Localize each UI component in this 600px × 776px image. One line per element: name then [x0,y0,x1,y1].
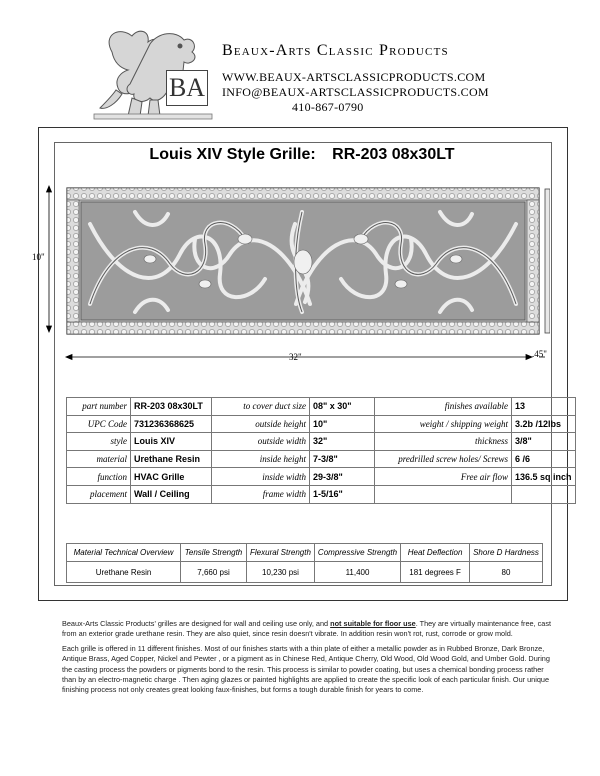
tech-value: 7,660 psi [181,562,247,583]
contact-block [222,70,522,115]
tech-header: Compressive Strength [314,544,400,562]
spec-row [67,450,576,468]
page-title [54,146,550,164]
spec-value: 08" x 30" [310,398,375,416]
width-label: 32" [289,352,302,362]
spec-value: Louis XIV [131,433,212,451]
tech-header: Flexural Strength [247,544,315,562]
spec-label: style [67,433,131,451]
spec-label: frame width [212,485,310,503]
website-link[interactable]: WWW.BEAUX-ARTSCLASSICPRODUCTS.COM [222,70,486,84]
spec-value: 3.2b /12lbs [512,415,576,433]
tech-value: 11,400 [314,562,400,583]
tech-header: Heat Deflection [401,544,470,562]
spec-table [66,397,576,504]
spec-value: RR-203 08x30LT [131,398,212,416]
description-text [62,619,552,700]
tech-header: Tensile Strength [181,544,247,562]
spec-row [67,415,576,433]
spec-label: inside height [212,450,310,468]
height-label: 10" [32,252,45,262]
spec-label: placement [67,485,131,503]
spec-value [512,485,576,503]
spec-label: material [67,450,131,468]
spec-label: inside width [212,468,310,486]
spec-label [375,485,512,503]
tech-header: Shore D Hardness [470,544,543,562]
spec-label: function [67,468,131,486]
spec-value: 29-3/8" [310,468,375,486]
company-name: Beaux-Arts Classic Products [222,42,449,59]
spec-label: predrilled screw holes/ Screws [375,450,512,468]
spec-row [67,468,576,486]
spec-value: 731236368625 [131,415,212,433]
tech-value: 181 degrees F [401,562,470,583]
title-style: Louis XIV Style Grille: [149,146,316,163]
phone-number: 410-867-0790 [292,100,364,114]
spec-row [67,398,576,416]
spec-value: 32" [310,433,375,451]
tech-value: Urethane Resin [67,562,181,583]
spec-value: 6 /6 [512,450,576,468]
spec-value: 136.5 sq inch [512,468,576,486]
spec-value: 3/8" [512,433,576,451]
tech-value: 80 [470,562,543,583]
spec-label: part number [67,398,131,416]
spec-value: 10" [310,415,375,433]
height-dimension-line [47,186,52,332]
width-dimension-line [66,355,545,360]
tech-header: Material Technical Overview [67,544,181,562]
depth-label: .45" [532,349,547,359]
paragraph-finishes: Each grille is offered in 11 different finishes. Most of our finishes starts with a thin plate of either a metallic powder as in Rubbed Bronze, Dark Bronze, Antique Brass, Aged Copper, Nickel and Pewter , or a pigment as in Chinese Red, Antique Cherry, Old Wood, Old Wood Gold, and Umber Gold. During the casting process the powders or pigments bond to the resin. This process is similar to powder coating, but uses a chemical bonding process rather than by an electro-magnetic charge . Then aging glazes or painted highlights are applied to create the specific look of each particular finish. Our unique finishing process not only creates great looking faux-finishes, but forms a tough durable finish for years to come. [62,643,550,695]
title-model: RR-203 08x30LT [332,146,455,163]
spec-label: Free air flow [375,468,512,486]
logo-monogram: BA [166,70,208,106]
spec-label: thickness [375,433,512,451]
spec-label: weight / shipping weight [375,415,512,433]
spec-value: 13 [512,398,576,416]
paragraph-usage: Beaux-Arts Classic Products' grilles are designed for wall and ceiling use only, and not suitable for floor use. They are virtually maintenance free, cast from an exterior grade urethane resin. They are also quiet, since resin doesn't vibrate. In addition resin won't rot, rust, corrode or grow mold. [62,619,552,639]
spec-value: HVAC Grille [131,468,212,486]
spec-row [67,485,576,503]
grille-drawing [40,184,550,369]
spec-row [67,433,576,451]
spec-value: 7-3/8" [310,450,375,468]
spec-value: Urethane Resin [131,450,212,468]
spec-value: Wall / Ceiling [131,485,212,503]
grille-side-profile [545,189,550,333]
grille-image [67,188,539,334]
spec-label: UPC Code [67,415,131,433]
spec-value: 1-5/16" [310,485,375,503]
spec-label: finishes available [375,398,512,416]
technical-overview-table [66,543,543,583]
tech-value: 10,230 psi [247,562,315,583]
email-link[interactable]: INFO@BEAUX-ARTSCLASSICPRODUCTS.COM [222,85,489,99]
spec-label: outside width [212,433,310,451]
spec-label: to cover duct size [212,398,310,416]
spec-label: outside height [212,415,310,433]
